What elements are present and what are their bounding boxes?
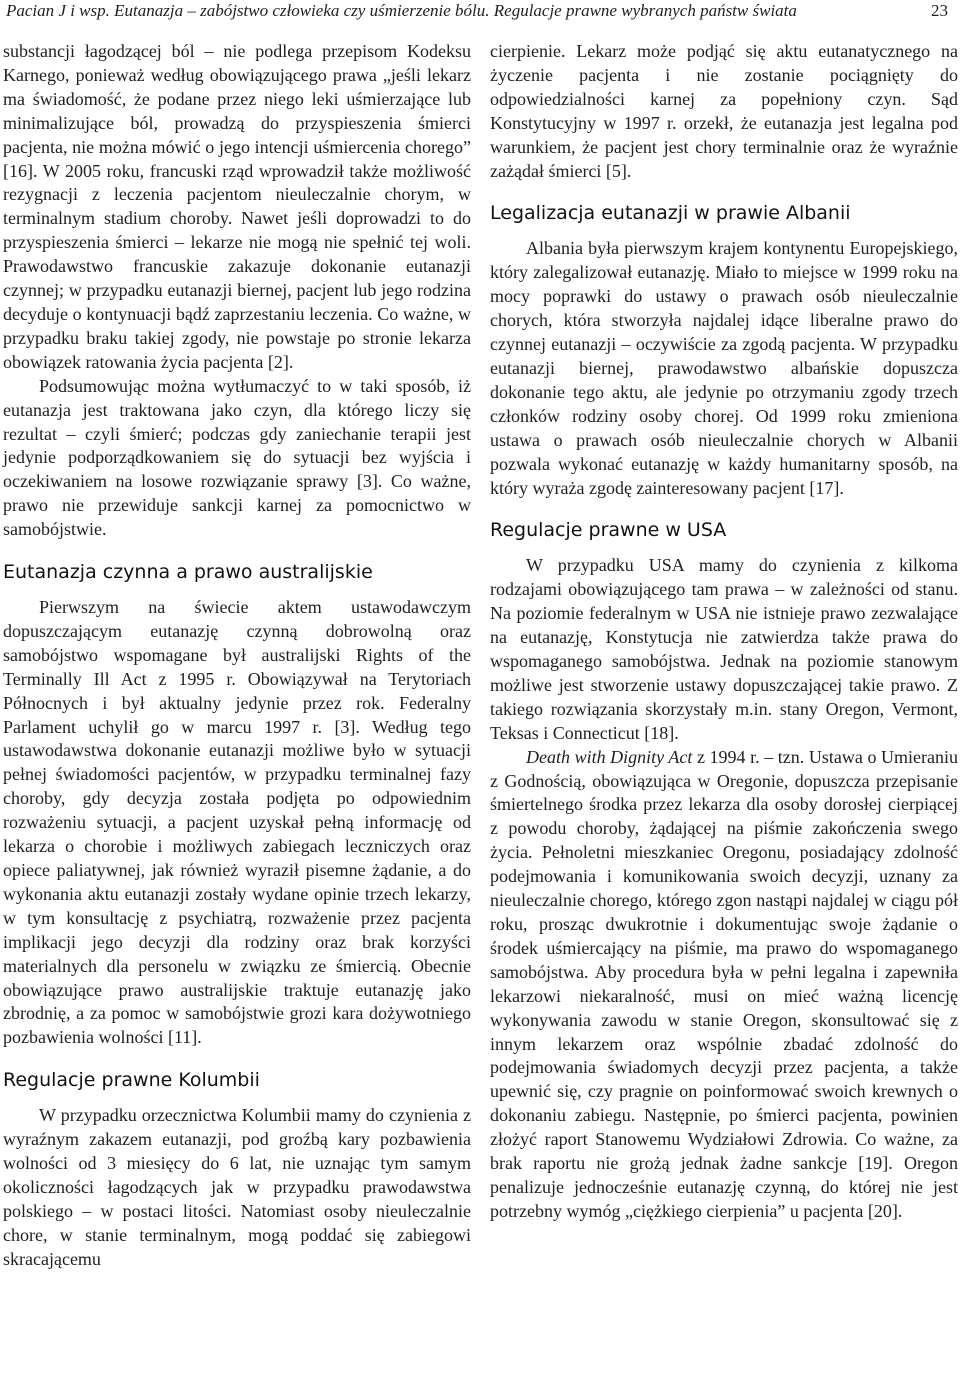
paragraph-australia: Pierwszym na świecie aktem ustawodawczym dopuszczającym eutanazję czynną dobrowolną oraz samobójstwo wspomagane był australijski Rights of the Terminally Ill Act z 1995 r. Obowiązywał na Terytoriach Północnych i był aktualny jedynie przez rok. Federalny Parlament uchylił go w marcu 1997 r. [3]. Według tego ustawodawstwa dokonanie eutanazji możliwe było w sytuacji pełnej świadomości pacjentów, w przypadku terminalnej fazy choroby, gdy decyzja została podjęta po odpowiednim rozważeniu sytuacji, a pacjent uzyskał pełną informację od lekarza o chorobie i możliwych zabiegach leczniczych oraz opiece paliatywnej, jak również wyraził pisemne żądanie, a do wykonania aktu eutanazji zostały wydane opinie trzech lekarzy, w tym konsultację z psychiatrą, rozważenie przez pacjenta implikacji jego decyzji dla rodziny oraz brak korzyści materialnych dla personelu w związku ze śmiercią. Obecnie obowiązujące prawo australijskie traktuje eutanazję jako zbrodnię, a za pomoc w samobójstwie grozi kara dożywotniego pozbawienia wolności [11]. xyxy=(3,597,471,1048)
paragraph-france-continued: substancji łagodzącej ból – nie podlega przepisom Kodeksu Karnego, ponieważ według obowiązującego prawa „jeśli lekarz ma świadomość, że podane przez niego leki uśmierzające lub minimalizujące ból, prowadzą do przyspieszenia śmierci pacjenta, nie można mówić o jego intencji uśmiercenia chorego” [16]. W 2005 roku, francuski rząd wprowadził także możliwość rezygnacji z leczenia pacjentom nieuleczalnie chorym, w terminalnym stadium choroby. Nawet jeśli doprowadzi to do przyspieszenia śmierci – lekarze nie mogą nie spełnić tej woli. Prawodawstwo francuskie zakazuje dokonanie eutanazji czynnej; w przypadku eutanazji biernej, pacjent lub jego rodzina decyduje o kontynuacji bądź zaprzestaniu leczenia. Co ważne, w przypadku braku takiej zgody, nie powstaje po stronie lekarza obowiązek ratowania życia pacjenta [2]. xyxy=(3,41,471,372)
section-heading-australia: Eutanazja czynna a prawo australijskie xyxy=(3,561,373,584)
section-heading-usa: Regulacje prawne w USA xyxy=(490,519,727,542)
running-header xyxy=(6,0,954,24)
running-title: Pacian J i wsp. Eutanazja – zabójstwo człowieka czy uśmierzenie bólu. Regulacje prawne wybranych państw świata xyxy=(6,1,797,20)
act-title: Death with Dignity Act xyxy=(526,746,693,767)
section-heading-colombia: Regulacje prawne Kolumbii xyxy=(3,1069,260,1092)
section-heading-albania: Legalizacja eutanazji w prawie Albanii xyxy=(490,202,851,225)
paragraph-colombia-continued: cierpienie. Lekarz może podjąć się aktu eutanatycznego na życzenie pacjenta i nie zostanie pociągnięty do odpowiedzialności karnej za popełniony czyn. Sąd Konstytucyjny w 1997 r. orzekł, że eutanazja jest legalna pod warunkiem, że pacjent jest chory terminalnie oraz że wyraźnie zażądał śmierci [5]. xyxy=(490,41,958,181)
paragraph-colombia: W przypadku orzecznictwa Kolumbii mamy do czynienia z wyraźnym zakazem eutanazji, pod groźbą kary pozbawienia wolności od 3 miesięcy do 6 lat, nie uznając tym samym okoliczności łagodzących jak w przypadku prawodawstwa polskiego – w postaci litości. Natomiast osoby nieuleczalnie chore, w stanie terminalnym, mogą poddać się zabiegowi skracającemu xyxy=(3,1105,471,1269)
paragraph-oregon-text: z 1994 r. – tzn. Ustawa o Umieraniu z Godnością, obowiązująca w Oregonie, dopuszcza przepisanie śmiertelnego środka przez lekarza dla osoby dorosłej cierpiącej z powodu choroby, żądającej na piśmie zakończenia swego życia. Pełnoletni mieszkaniec Oregonu, posiadający zdolność podejmowania i komunikowania swoich decyzji, uznany za nieuleczalnie chorego, którego zgon nastąpi najdalej w ciągu pół roku, prosząc dwukrotnie i dokumentując swoje żądanie o środek uśmiercający na piśmie, ma prawo do wspomaganego samobójstwa. Aby procedura była w pełni legalna i zapewniła lekarzowi niekaralność, musi on mieć ważną licencję wykonywania zawodu w stanie Oregon, skonsultować się z innym lekarzem oraz wspólnie zbadać zdolność do podejmowania świadomych decyzji przez pacjenta, a także upewnić się, czy pragnie on poinformować swoich krewnych o dokonaniu zabiegu. Następnie, po śmierci pacjenta, powinien złożyć raport Stanowemu Wydziałowi Zdrowia. Co ważne, za brak raportu nie grożą jednak żadne sankcje [19]. Oregon penalizuje jednocześnie eutanazję czynną, do której nie jest potrzebny wymóg „ciężkiego cierpienia” u pacjenta [20]. xyxy=(490,746,959,1221)
paragraph-albania: Albania była pierwszym krajem kontynentu Europejskiego, który zalegalizował eutanazję. Miało to miejsce w 1999 roku na mocy poprawki do ustawy o prawach osób nieuleczalnie chorych, która stworzyła najdalej idące liberalne prawo do czynnej eutanazji – oczywiście za zgodą pacjenta. W przypadku eutanazji biernej, prawodawstwo albańskie dopuszcza dokonanie tego aktu, ale jedynie po otrzymaniu zgody trzech członków rodziny osoby chorej. Od 1999 roku zmieniona ustawa o prawach osób nieuleczalnie chorych w Albanii pozwala wykonać eutanazję w każdy humanitarny sposób, na który wyraża zgodę zainteresowany pacjent [17]. xyxy=(490,238,958,498)
paragraph-usa: W przypadku USA mamy do czynienia z kilkoma rodzajami obowiązującego tam prawa – w zależności od stanu. Na poziomie federalnym w USA nie istnieje prawo zezwalające na eutanazję, Konstytucja nie zatwierdza także prawa do wspomaganego samobójstwa. Jednak na poziomie stanowym możliwe jest stworzenie ustawy dopuszczającej takie prawo. Z takiego rozwiązania skorzystały m.in. stany Oregon, Vermont, Teksas i Connecticut [18]. xyxy=(490,555,958,743)
right-column xyxy=(490,40,958,1224)
left-column xyxy=(3,40,471,1272)
paragraph-oregon xyxy=(490,746,958,1224)
page-number: 23 xyxy=(931,1,948,20)
paragraph-summary: Podsumowując można wytłumaczyć to w taki sposób, iż eutanazja jest traktowana jako czyn, dla którego liczy się rezultat – czyli śmierć; podczas gdy zaniechanie terapii jest jedynie podporządkowaniem się do sytuacji bez wyjścia i oczekiwaniem na losowe rozwiązanie sprawy [3]. Co ważne, prawo nie przewiduje sankcji karnej za pomocnictwo w samobójstwie. xyxy=(3,375,471,540)
